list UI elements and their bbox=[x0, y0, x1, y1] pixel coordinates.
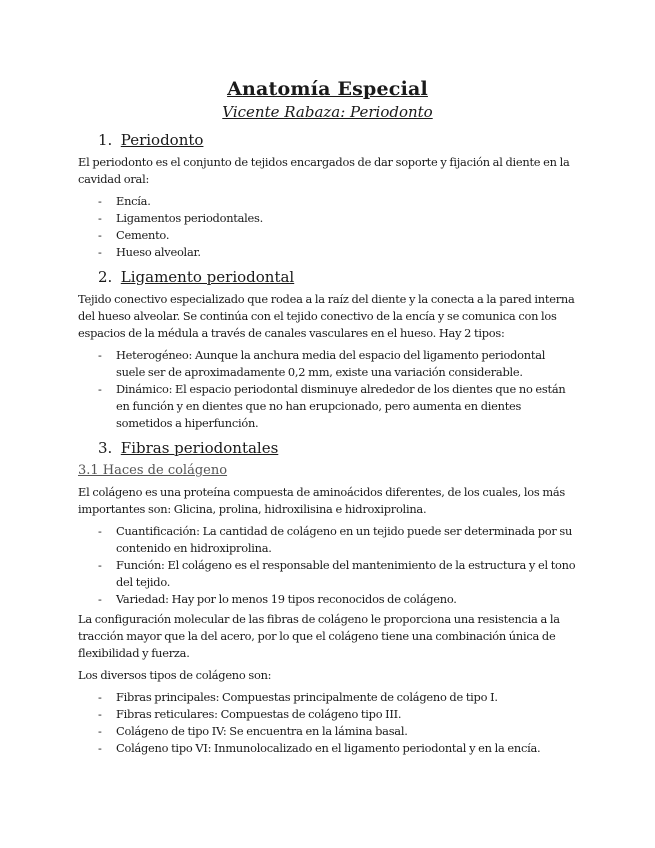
paragraph: El colágeno es una proteína compuesta de aminoácidos diferentes, de los cuales, los más importantes son: Glicina, prolina, hidroxilisina e hidroxiprolina. bbox=[78, 485, 566, 516]
bullet-dash: - bbox=[98, 524, 102, 538]
section-heading-periodonto bbox=[98, 130, 577, 150]
list-item: - Heterogéneo: Aunque la anchura media del espacio del ligamento periodontal suele ser de aproximadamente 0,2 mm, existe una variación considerable. bbox=[98, 348, 546, 379]
section-heading-ligamento bbox=[98, 267, 577, 287]
list-item: - Variedad: Hay por lo menos 19 tipos reconocidos de colágeno. bbox=[98, 592, 457, 606]
list-item: - Fibras reticulares: Compuestas de colágeno tipo III. bbox=[98, 707, 402, 721]
bullet-dash: - bbox=[98, 348, 102, 362]
bullet-dash: - bbox=[98, 228, 102, 242]
bullet-dash: - bbox=[98, 245, 102, 259]
list-item: - Cemento. bbox=[98, 228, 170, 242]
section-number: 1. bbox=[98, 131, 113, 149]
document-subtitle: Vicente Rabaza: Periodonto bbox=[222, 103, 433, 121]
bullet-list bbox=[78, 193, 577, 261]
bullet-dash: - bbox=[98, 382, 102, 396]
bullet-dash: - bbox=[98, 592, 102, 606]
list-item: - Encía. bbox=[98, 194, 151, 208]
section-title: Periodonto bbox=[120, 131, 204, 149]
list-item: - Fibras principales: Compuestas principalmente de colágeno de tipo I. bbox=[98, 690, 498, 704]
list-item: - Hueso alveolar. bbox=[98, 245, 201, 259]
bullet-dash: - bbox=[98, 724, 102, 738]
section-number: 2. bbox=[98, 268, 113, 286]
list-item: - Colágeno de tipo IV: Se encuentra en la lámina basal. bbox=[98, 724, 408, 738]
list-item: - Dinámico: El espacio periodontal disminuye alrededor de los dientes que no están en función y en dientes que no han erupcionado, pero aumenta en dientes sometidos a hiperfunción. bbox=[98, 382, 566, 430]
paragraph: El periodonto es el conjunto de tejidos encargados de dar soporte y fijación al diente en la cavidad oral: bbox=[78, 155, 570, 186]
paragraph: La configuración molecular de las fibras de colágeno le proporciona una resistencia a la tracción mayor que la del acero, por lo que el colágeno tiene una combinación única de flexibilidad y fuerza. bbox=[78, 612, 560, 660]
list-item: - Colágeno tipo VI: Inmunolocalizado en el ligamento periodontal y en la encía. bbox=[98, 741, 541, 755]
section-number: 3. bbox=[98, 439, 113, 457]
document-title: Anatomía Especial bbox=[227, 78, 428, 100]
list-item: - Cuantificación: La cantidad de colágeno en un tejido puede ser determinada por su contenido en hidroxiprolina. bbox=[98, 524, 573, 555]
paragraph: Tejido conectivo especializado que rodea a la raíz del diente y la conecta a la pared interna del hueso alveolar. Se continúa con el tejido conectivo de la encía y se comunica con los espacios de la médula a través de canales vasculares en el hueso. Hay 2 tipos: bbox=[78, 292, 575, 340]
bullet-dash: - bbox=[98, 194, 102, 208]
list-item: - Función: El colágeno es el responsable del mantenimiento de la estructura y el tono del tejido. bbox=[98, 558, 576, 589]
paragraph: Los diversos tipos de colágeno son: bbox=[78, 668, 272, 682]
subsection-heading: 3.1 Haces de colágeno bbox=[78, 463, 228, 478]
bullet-dash: - bbox=[98, 690, 102, 704]
bullet-dash: - bbox=[98, 707, 102, 721]
list-item: - Ligamentos periodontales. bbox=[98, 211, 264, 225]
bullet-list bbox=[78, 689, 577, 757]
section-title: Ligamento periodontal bbox=[120, 268, 295, 286]
bullet-list bbox=[78, 523, 577, 608]
bullet-dash: - bbox=[98, 211, 102, 225]
section-heading-fibras bbox=[98, 438, 577, 458]
bullet-list bbox=[78, 347, 577, 432]
bullet-dash: - bbox=[98, 741, 102, 755]
section-title: Fibras periodontales bbox=[120, 439, 279, 457]
bullet-dash: - bbox=[98, 558, 102, 572]
